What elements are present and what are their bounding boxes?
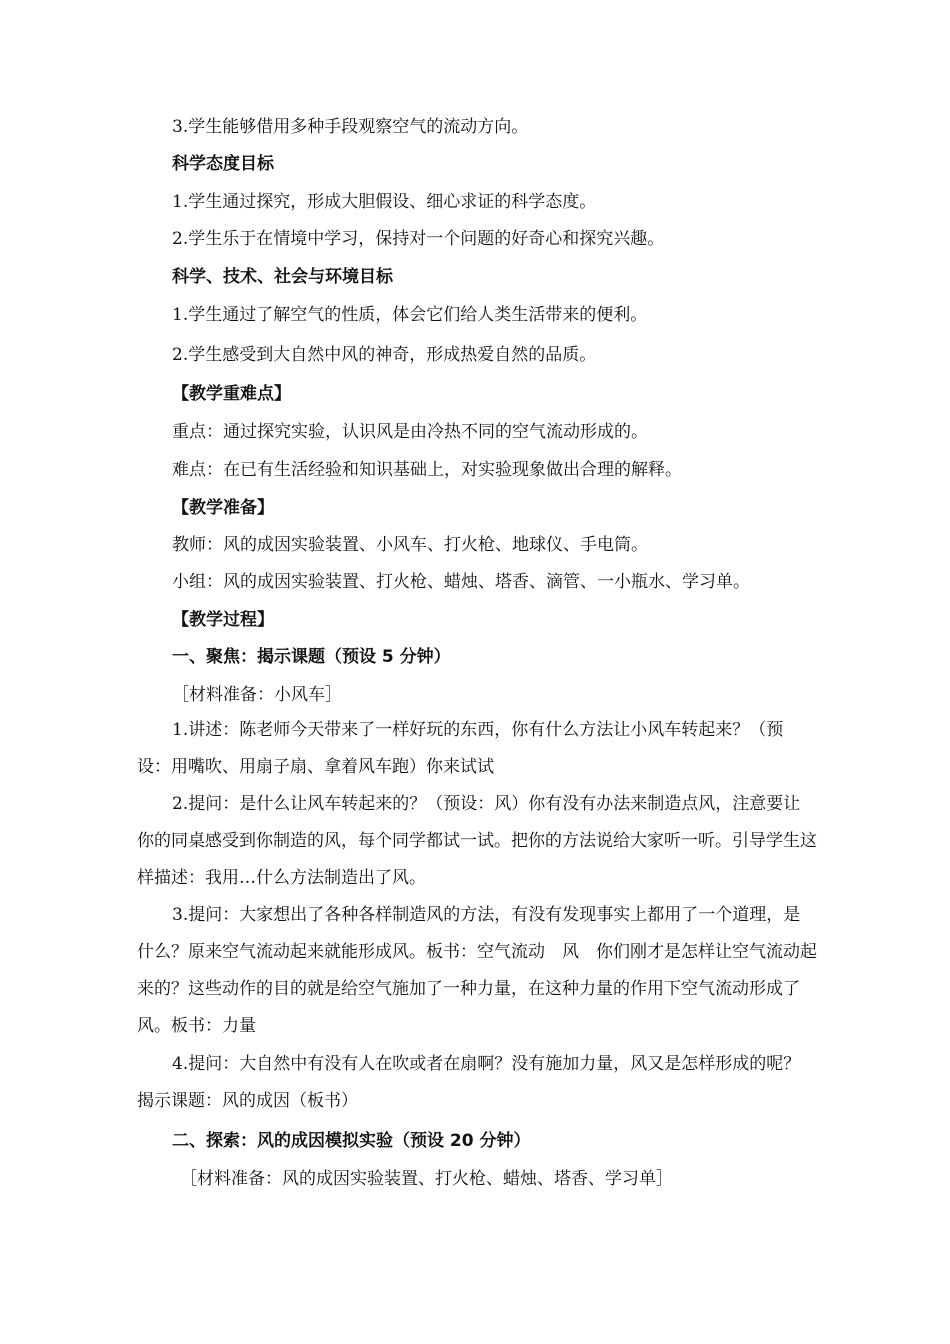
- section-2-material: ［材料准备：风的成因实验装置、打火枪、蜡烛、塔香、学习单］: [180, 1169, 673, 1189]
- section-2-heading: 二、探索：风的成因模拟实验（预设 20 分钟）: [172, 1131, 531, 1151]
- prep-group: 小组：风的成因实验装置、打火枪、蜡烛、塔香、滴管、一小瓶水、学习单。: [172, 572, 750, 592]
- paragraph-2: 2.提问：是什么让风车转起来的？（预设：风）你有没有办法来制造点风，注意要让你的同桌感受到你制造的风，每个同学都试一试。把你的方法说给大家听一听。引导学生这样描述：我用…什么方法制造出了风。: [137, 794, 817, 888]
- section-1-material: ［材料准备：小风车］: [172, 685, 342, 705]
- key-point: 重点：通过探究实验，认识风是由冷热不同的空气流动形成的。: [172, 422, 648, 442]
- heading-key-points: 【教学重难点】: [172, 384, 291, 404]
- paragraph-1: 1.讲述：陈老师今天带来了一样好玩的东西，你有什么方法让小风车转起来？（预设：用嘴吹、用扇子扇、拿着风车跑）你来试试: [137, 720, 784, 777]
- goal-item-3: 3.学生能够借用多种手段观察空气的流动方向。: [172, 117, 529, 137]
- paragraph-3: 3.提问：大家想出了各种各样制造风的方法，有没有发现事实上都用了一个道理，是什么？原来空气流动起来就能形成风。板书：空气流动 风 你们刚才是怎样让空气流动起来的？这些动作的目的就是给空气施加了一种力量，在这种力量的作用下空气流动形成了风。板书：力量: [137, 905, 817, 1036]
- section-1-heading: 一、聚焦：揭示课题（预设 5 分钟）: [172, 647, 451, 667]
- prep-teacher: 教师：风的成因实验装置、小风车、打火枪、地球仪、手电筒。: [172, 535, 648, 555]
- heading-stse-goals: 科学、技术、社会与环境目标: [172, 267, 393, 287]
- stse-item-1: 1.学生通过了解空气的性质，体会它们给人类生活带来的便利。: [172, 305, 648, 325]
- attitude-item-2: 2.学生乐于在情境中学习，保持对一个问题的好奇心和探究兴趣。: [172, 229, 665, 249]
- difficult-point: 难点：在已有生活经验和知识基础上，对实验现象做出合理的解释。: [172, 460, 682, 480]
- attitude-item-1: 1.学生通过探究，形成大胆假设、细心求证的科学态度。: [172, 192, 597, 212]
- heading-preparation: 【教学准备】: [172, 498, 274, 518]
- paragraph-4: 4.提问：大自然中有没有人在吹或者在扇啊？没有施加力量，风又是怎样形成的呢？揭示课题：风的成因（板书）: [137, 1054, 801, 1111]
- heading-attitude-goals: 科学态度目标: [172, 154, 274, 174]
- heading-process: 【教学过程】: [172, 610, 274, 630]
- stse-item-2: 2.学生感受到大自然中风的神奇，形成热爱自然的品质。: [172, 345, 597, 365]
